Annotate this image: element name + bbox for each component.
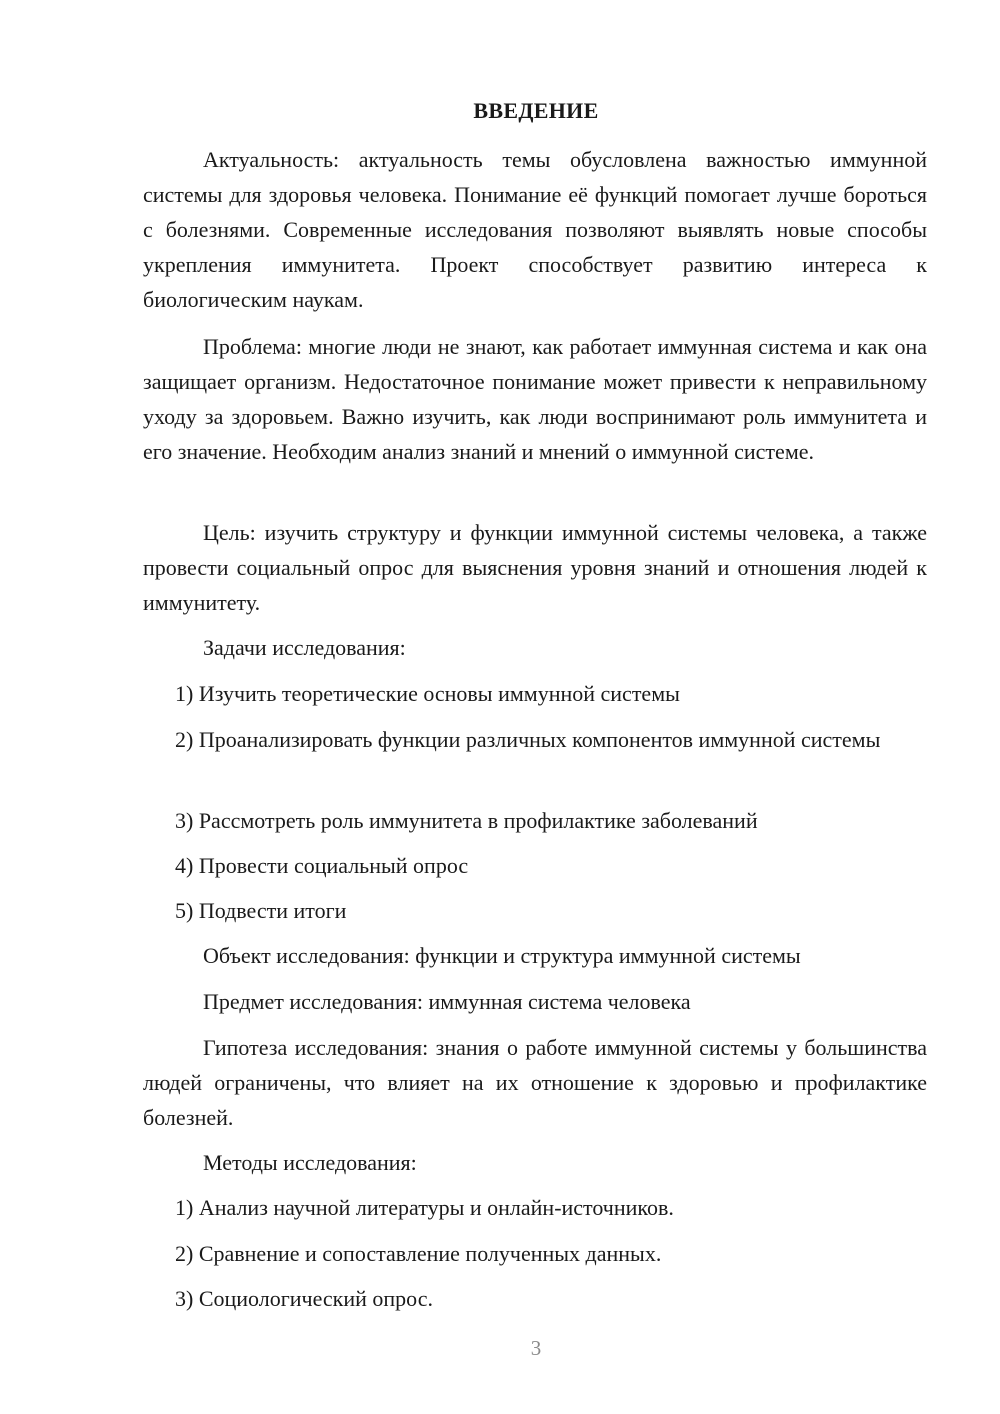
problem-paragraph: Проблема: многие люди не знают, как работает иммунная система и как она защищает организм. Недостаточное понимание может привести к неправильному уходу за здоровьем. Важно изучить, как люди воспринимают роль иммунитета и его значение. Необходим анализ знаний и мнений о иммунной системе.	[143, 334, 927, 464]
task-item-2: 2) Проанализировать функции различных компонентов иммунной системы	[175, 727, 881, 752]
method-item-2: 2) Сравнение и сопоставление полученных данных.	[175, 1241, 662, 1266]
section-heading: ВВЕДЕНИЕ	[473, 98, 599, 123]
method-item-3: 3) Социологический опрос.	[175, 1286, 433, 1311]
task-item-4: 4) Провести социальный опрос	[175, 853, 469, 878]
goal-paragraph: Цель: изучить структуру и функции иммунной системы человека, а также провести социальный опрос для выяснения уровня знаний и отношения людей к иммунитету.	[143, 520, 927, 615]
tasks-title: Задачи исследования:	[203, 635, 406, 660]
page-number: 3	[530, 1336, 542, 1360]
object-paragraph: Объект исследования: функции и структура иммунной системы	[203, 943, 801, 968]
task-item-1: 1) Изучить теоретические основы иммунной системы	[175, 681, 680, 706]
task-item-5: 5) Подвести итоги	[175, 898, 347, 923]
relevance-paragraph: Актуальность: актуальность темы обусловлена важностью иммунной системы для здоровья человека. Понимание её функций помогает лучше бороться с болезнями. Современные исследования позволяют выявлять новые способы укрепления иммунитета. Проект способствует развитию интереса к биологическим наукам.	[143, 147, 927, 312]
hypothesis-paragraph: Гипотеза исследования: знания о работе иммунной системы у большинства людей ограничены, что влияет на их отношение к здоровью и профилактике болезней.	[143, 1035, 927, 1130]
subject-paragraph: Предмет исследования: иммунная система человека	[203, 989, 691, 1014]
task-item-3: 3) Рассмотреть роль иммунитета в профилактике заболеваний	[175, 808, 758, 833]
method-item-1: 1) Анализ научной литературы и онлайн-источников.	[175, 1195, 674, 1220]
methods-title: Методы исследования:	[203, 1150, 417, 1175]
